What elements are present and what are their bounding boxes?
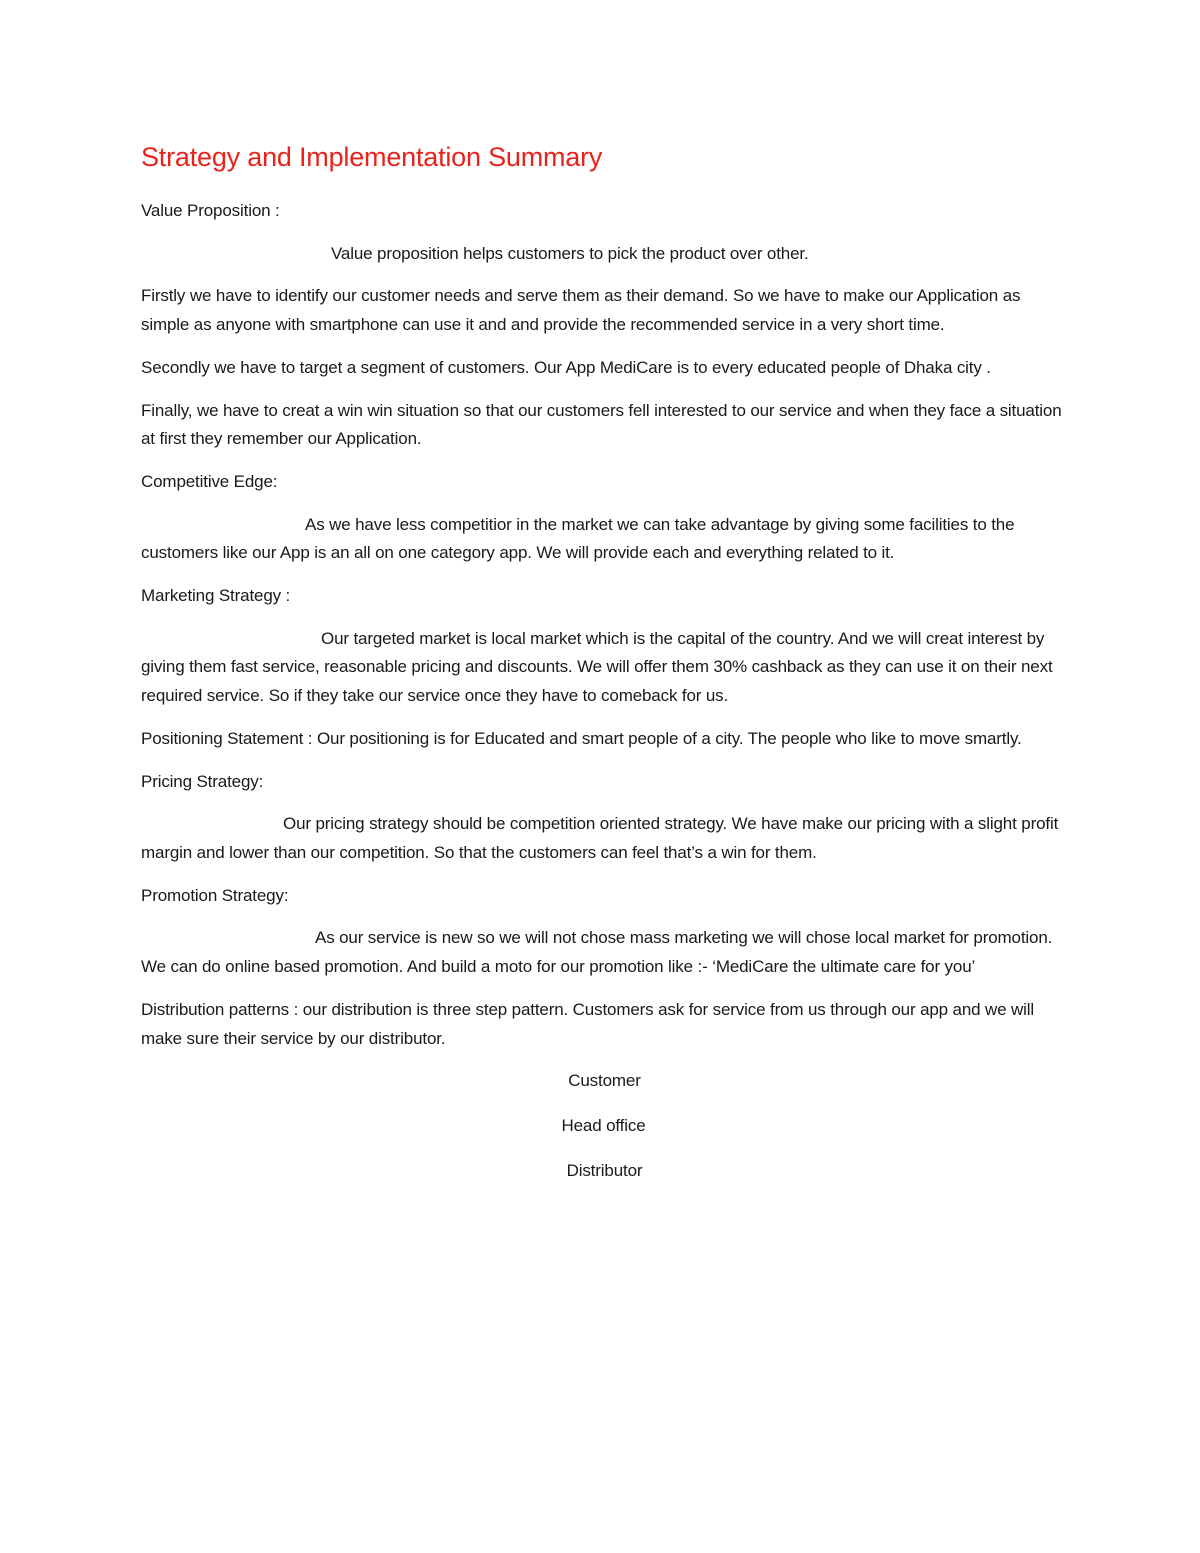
positioning-statement: Positioning Statement : Our positioning is for Educated and smart people of a city. The people who like to move smartly. [141, 728, 1022, 748]
pricing-strategy-heading: Pricing Strategy: [141, 771, 264, 791]
distribution-flow [141, 1067, 1066, 1185]
competitive-edge-body: As we have less competitior in the market we can take advantage by giving some facilities to the customers like our App is an all on one category app. We will provide each and everything related to it. [141, 514, 1015, 563]
page-title: Strategy and Implementation Summary [141, 142, 603, 172]
flow-step-distributor: Distributor [566, 1160, 643, 1180]
value-proposition-paragraph-3: Finally, we have to creat a win win situation so that our customers fell interested to our service and when they face a situation at first they remember our Application. [141, 400, 1062, 449]
pricing-strategy-body: Our pricing strategy should be competition oriented strategy. We have make our pricing with a slight profit margin and lower than our competition. So that the customers can feel that’s a win for them. [141, 814, 1059, 862]
flow-step-customer: Customer [568, 1071, 641, 1091]
competitive-edge-heading: Competitive Edge: [141, 471, 278, 491]
marketing-strategy-heading: Marketing Strategy : [141, 586, 291, 606]
document-page [141, 142, 1066, 1201]
promotion-strategy-body: As our service is new so we will not chose mass marketing we will chose local market for promotion. We can do online based promotion. And build a moto for our promotion like :- ‘MediCare the ultimate care for you’ [141, 928, 1053, 977]
value-proposition-heading: Value Proposition : [141, 201, 280, 221]
promotion-strategy-heading: Promotion Strategy: [141, 885, 289, 905]
marketing-strategy-body: Our targeted market is local market which is the capital of the country. And we will creat interest by giving them fast service, reasonable pricing and discounts. We will offer them 30% cashback as they can use it on their next required service. So if they take our service once they have to comeback for us. [141, 628, 1053, 706]
distribution-patterns: Distribution patterns : our distribution is three step pattern. Customers ask for service from us through our app and we will make sure their service by our distributor. [141, 999, 1035, 1048]
value-proposition-paragraph-1: Firstly we have to identify our customer needs and serve them as their demand. So we have to make our Application as simple as anyone with smartphone can use it and and provide the recommended service in a very short time. [141, 286, 1021, 335]
value-proposition-paragraph-2: Secondly we have to target a segment of customers. Our App MediCare is to every educated people of Dhaka city . [141, 357, 991, 377]
flow-step-head-office: Head office [561, 1115, 646, 1135]
value-proposition-intro: Value proposition helps customers to pick the product over other. [331, 243, 809, 263]
